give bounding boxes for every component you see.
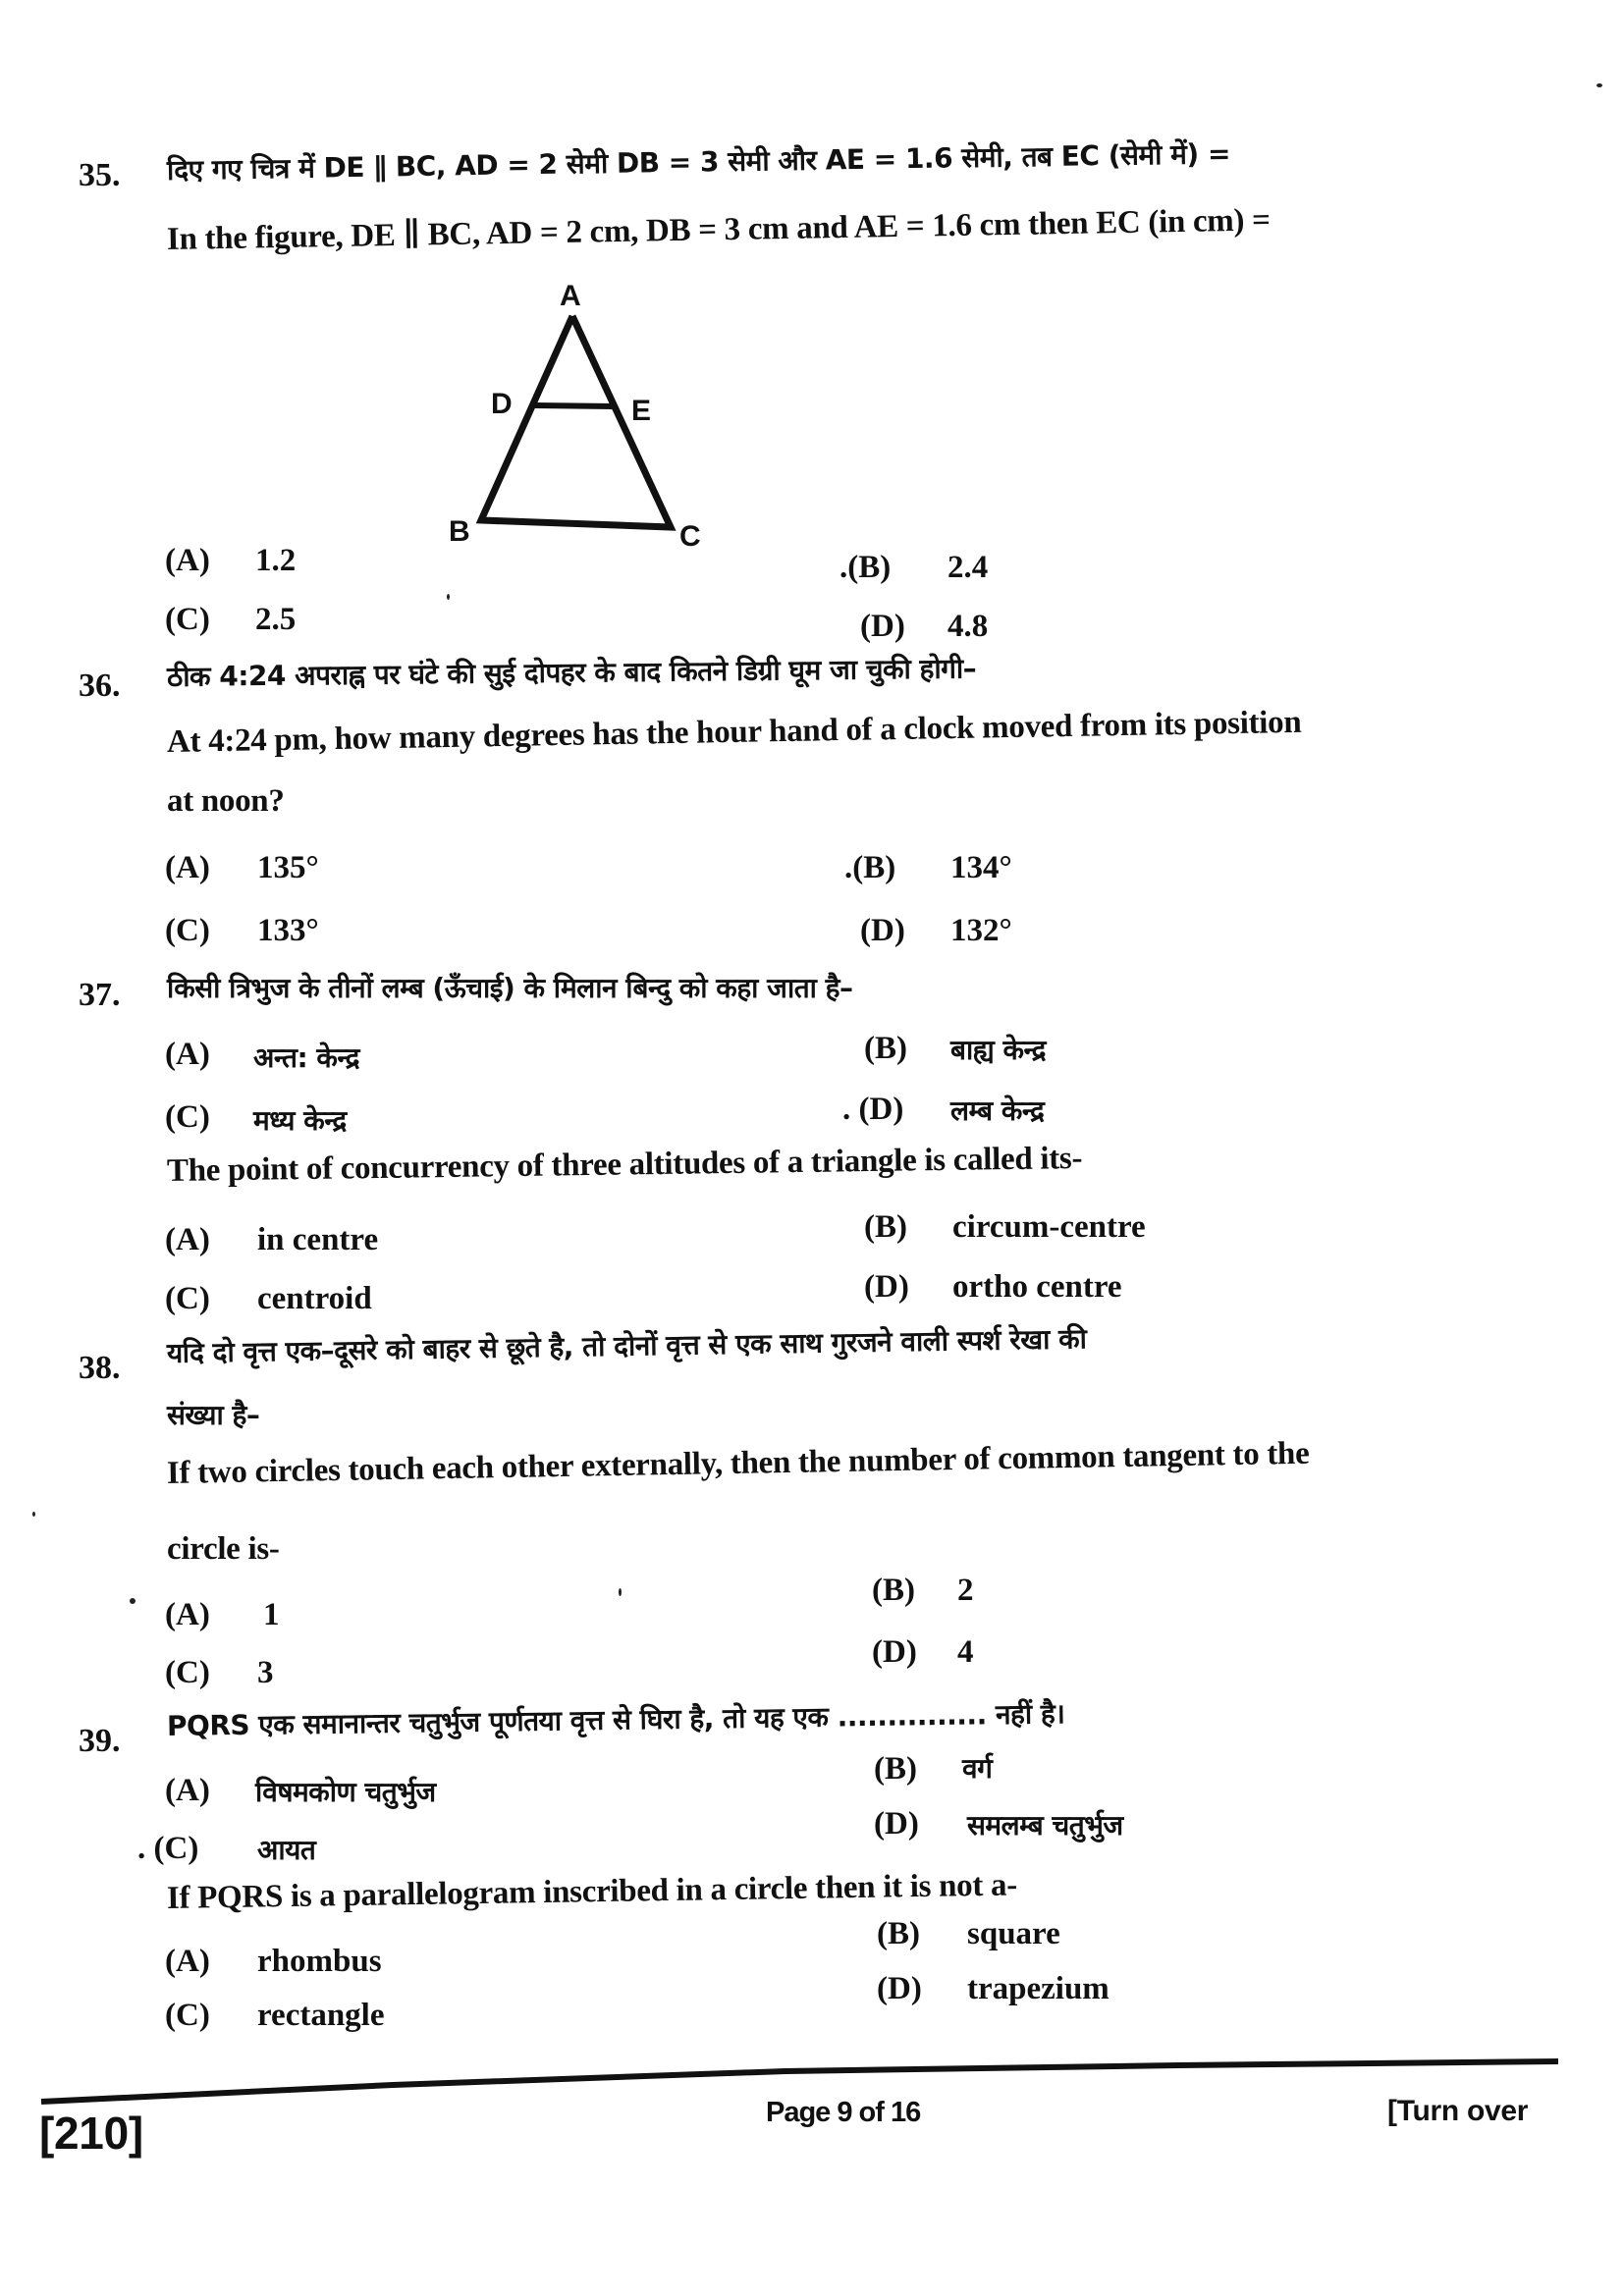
hindi-option-b-value: वर्ग bbox=[962, 1752, 993, 1785]
option-b-label: (B) bbox=[872, 1573, 915, 1608]
hindi-option-c-value: मध्य केन्द्र bbox=[253, 1104, 347, 1137]
option-a-value: 1.2 bbox=[255, 543, 297, 578]
question-text-hindi-line1: यदि दो वृत्त एक–दूसरे को बाहर से छूते है, तो दोनों वृत्त से एक साथ गुरजने वाली स्पर्श रेखा की bbox=[166, 1322, 1087, 1369]
option-d-value: 132° bbox=[950, 913, 1012, 948]
hindi-option-a-label: (A) bbox=[165, 1773, 210, 1808]
option-a-value: rhombus bbox=[257, 1944, 382, 1979]
hindi-option-b-label: (B) bbox=[874, 1751, 917, 1787]
turn-over-label: [Turn over bbox=[1387, 2095, 1529, 2127]
option-a-value: 135° bbox=[257, 850, 319, 885]
hindi-option-c-label: (C) bbox=[165, 1099, 210, 1135]
question-number: 39. bbox=[79, 1723, 121, 1759]
question-number: 38. bbox=[79, 1350, 121, 1386]
option-d-value: 4 bbox=[957, 1634, 974, 1670]
vertex-label-e: E bbox=[631, 395, 652, 427]
option-b-label: .(B) bbox=[844, 850, 896, 885]
question-text-english: The point of concurrency of three altitudes of a triangle is called its- bbox=[166, 1140, 1083, 1189]
vertex-label-b: B bbox=[449, 515, 470, 548]
question-text-hindi: ठीक 4:24 अपराह्न पर घंटे की सुई दोपहर के बाद कितने डिग्री घूम जा चुकी होगी– bbox=[166, 652, 977, 693]
option-b-value: square bbox=[967, 1916, 1060, 1951]
hindi-option-a-value: अन्त: केन्द्र bbox=[253, 1041, 359, 1074]
option-c-value: 133° bbox=[257, 913, 319, 948]
option-a-label: (A) bbox=[165, 1944, 210, 1979]
hindi-option-b-value: बाह्य केन्द्र bbox=[950, 1034, 1047, 1066]
question-text-english-line1: At 4:24 pm, how many degrees has the hour hand of a clock moved from its position bbox=[166, 704, 1302, 760]
hindi-option-d-value: लम्ब केन्द्र bbox=[950, 1095, 1045, 1127]
paper-code: [210] bbox=[39, 2108, 143, 2159]
question-text-hindi: PQRS एक समानान्तर चतुर्भुज पूर्णतया वृत्त से घिरा है, तो यह एक ............... नहीं है। bbox=[166, 1697, 1065, 1742]
hindi-option-a-label: (A) bbox=[165, 1037, 210, 1072]
option-d-label: (D) bbox=[864, 1269, 909, 1305]
option-b-value: 134° bbox=[950, 850, 1012, 885]
option-d-label: (D) bbox=[877, 1971, 922, 2006]
question-text-english: If PQRS is a parallelogram inscribed in a circle then it is not a- bbox=[166, 1867, 1018, 1916]
question-number: 35. bbox=[79, 157, 121, 193]
option-d-label: (D) bbox=[860, 913, 905, 948]
option-b-value: circum-centre bbox=[952, 1209, 1146, 1245]
option-b-label: .(B) bbox=[839, 550, 892, 585]
question-text-english: In the figure, DE ∥ BC, AD = 2 cm, DB = 3 cm and AE = 1.6 cm then EC (in cm) = bbox=[166, 202, 1271, 257]
option-c-label: (C) bbox=[165, 1998, 210, 2033]
option-b-label: (B) bbox=[877, 1916, 920, 1951]
option-d-value: 4.8 bbox=[947, 609, 989, 644]
question-text-english-line2: at noon? bbox=[167, 783, 285, 819]
option-c-value: 3 bbox=[257, 1655, 274, 1690]
option-c-value: centroid bbox=[257, 1281, 372, 1316]
question-text-hindi: किसी त्रिभुज के तीनों लम्ब (ऊँचाई) के मिलान बिन्दु को कहा जाता है– bbox=[167, 972, 853, 1004]
question-number: 36. bbox=[79, 667, 121, 704]
hindi-option-c-label: . (C) bbox=[137, 1831, 199, 1866]
option-c-value: rectangle bbox=[257, 1998, 385, 2033]
option-c-value: 2.5 bbox=[255, 602, 297, 637]
hindi-option-a-value: विषमकोण चतुर्भुज bbox=[255, 1776, 436, 1808]
question-text-hindi-line2: संख्या है– bbox=[167, 1399, 260, 1431]
option-a-label: (A) bbox=[165, 850, 210, 885]
page-number: Page 9 of 16 bbox=[766, 2097, 921, 2128]
option-c-label: (C) bbox=[165, 602, 210, 637]
hindi-option-d-label: . (D) bbox=[842, 1092, 904, 1127]
question-number: 37. bbox=[79, 977, 121, 1013]
option-a-value: in centre bbox=[257, 1222, 379, 1257]
vertex-label-d: D bbox=[491, 388, 513, 420]
option-d-value: ortho centre bbox=[952, 1269, 1122, 1305]
option-a-label: (A) bbox=[165, 1222, 210, 1257]
vertex-label-a: A bbox=[560, 280, 581, 312]
option-c-label: (C) bbox=[165, 913, 210, 948]
hindi-option-b-label: (B) bbox=[864, 1031, 907, 1066]
option-a-label: (A) bbox=[165, 1597, 210, 1632]
hindi-option-d-label: (D) bbox=[874, 1806, 919, 1842]
hindi-option-d-value: समलम्ब चतुर्भुज bbox=[967, 1809, 1123, 1842]
vertex-label-c: C bbox=[679, 520, 701, 553]
option-b-value: 2.4 bbox=[947, 550, 989, 585]
option-a-value: 1 bbox=[263, 1597, 280, 1632]
hindi-option-c-value: आयत bbox=[257, 1834, 316, 1866]
option-b-value: 2 bbox=[957, 1573, 974, 1608]
option-b-label: (B) bbox=[864, 1209, 907, 1245]
question-text-english-line2: circle is- bbox=[167, 1531, 280, 1567]
option-a-label: (A) bbox=[165, 543, 210, 578]
question-text-english-line1: If two circles touch each other externally, then the number of common tangent to the bbox=[166, 1435, 1310, 1491]
question-text-hindi: दिए गए चित्र में DE ∥ BC, AD = 2 सेमी DB = 3 सेमी और AE = 1.6 सेमी, तब EC (सेमी में) = bbox=[166, 136, 1231, 187]
option-c-label: (C) bbox=[165, 1281, 210, 1316]
option-d-label: (D) bbox=[860, 609, 905, 644]
option-d-value: trapezium bbox=[967, 1971, 1110, 2006]
option-d-label: (D) bbox=[872, 1634, 917, 1670]
option-c-label: (C) bbox=[165, 1655, 210, 1690]
